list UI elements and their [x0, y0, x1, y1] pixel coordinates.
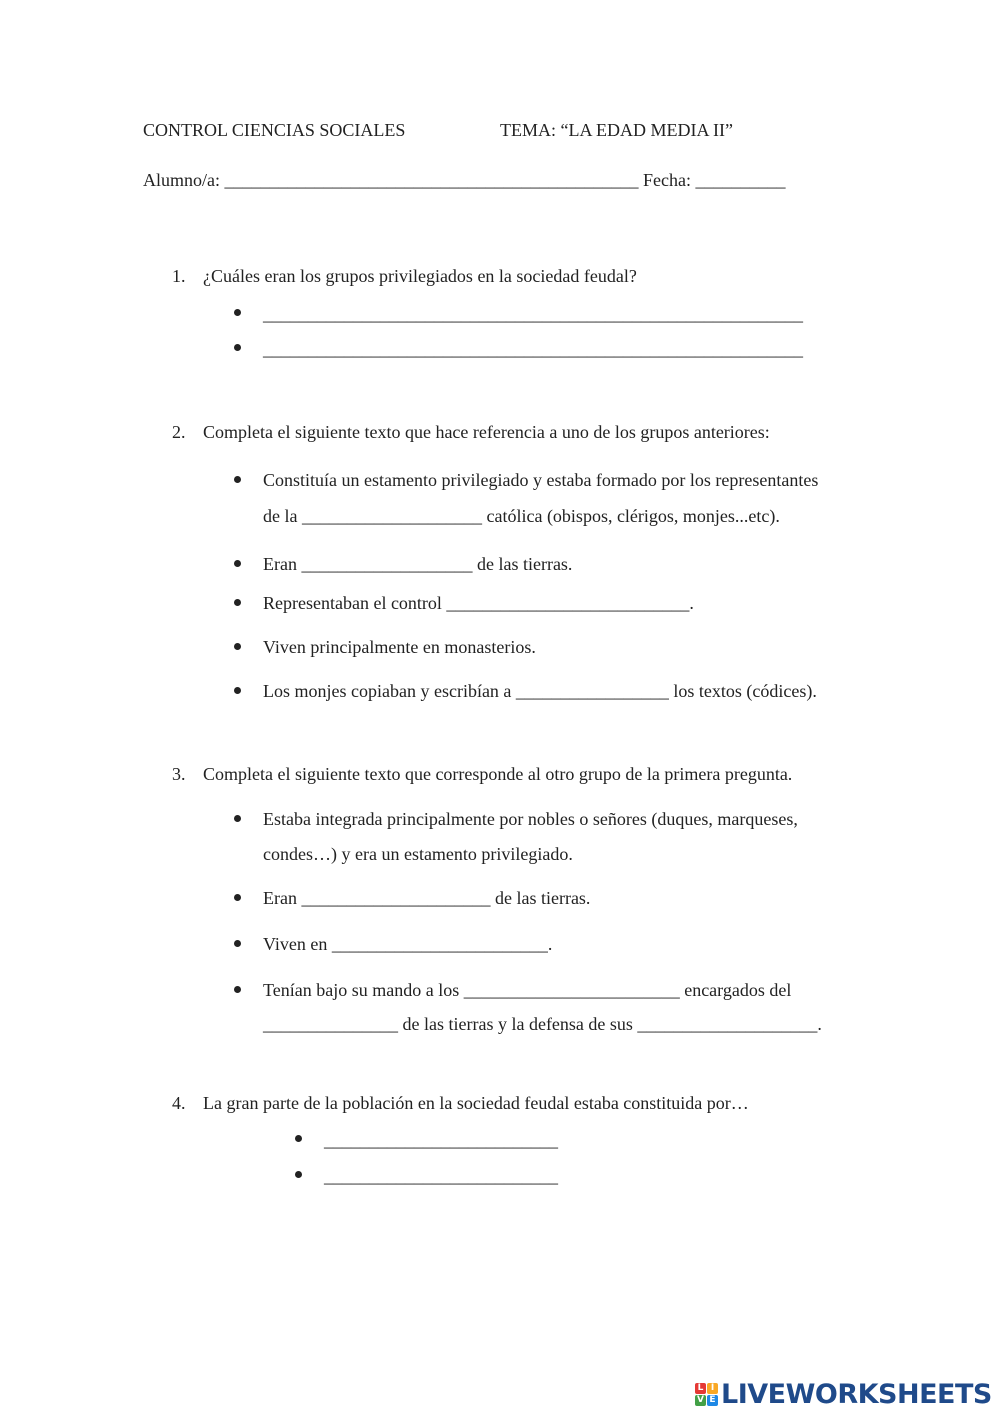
question-1-text: ¿Cuáles eran los grupos privilegiados en la sociedad feudal?: [203, 266, 637, 286]
logo-mark-letter: L: [695, 1383, 706, 1394]
bullet-dot: [234, 986, 241, 993]
question-1-number: 1.: [172, 266, 186, 286]
bullet-dot: [295, 1135, 302, 1142]
header-title-right: TEMA: “LA EDAD MEDIA II”: [500, 120, 733, 140]
bullet-dot: [234, 476, 241, 483]
question-3-text: Completa el siguiente texto que corresponde al otro grupo de la primera pregunta.: [203, 764, 793, 784]
q2-item-2[interactable]: Eran ___________________ de las tierras.: [263, 554, 573, 574]
bullet-dot: [234, 344, 241, 351]
bullet-dot: [234, 643, 241, 650]
q2-item-5[interactable]: Los monjes copiaban y escribían a _________________ los textos (códices).: [263, 681, 817, 701]
bullet-dot: [234, 560, 241, 567]
q2-item-1-line-1: Constituía un estamento privilegiado y estaba formado por los representantes: [263, 470, 819, 490]
liveworksheets-logo: [695, 1376, 992, 1412]
bullet-dot: [234, 894, 241, 901]
bullet-dot: [234, 815, 241, 822]
bullet-dot: [234, 599, 241, 606]
q2-item-1-line-2[interactable]: de la ____________________ católica (obispos, clérigos, monjes...etc).: [263, 506, 780, 526]
header-title-left: CONTROL CIENCIAS SOCIALES: [143, 120, 406, 140]
answer-blank[interactable]: __________________________: [324, 1130, 558, 1150]
bullet-dot: [295, 1171, 302, 1178]
question-2-number: 2.: [172, 422, 186, 442]
logo-mark-letter: I: [707, 1383, 718, 1394]
answer-blank[interactable]: ____________________________________________________________: [263, 304, 803, 324]
bullet-dot: [234, 309, 241, 316]
student-name-date-line: Alumno/a: ______________________________________________ Fecha: __________: [143, 170, 786, 190]
bullet-dot: [234, 940, 241, 947]
question-4-number: 4.: [172, 1093, 186, 1113]
q2-item-4: Viven principalmente en monasterios.: [263, 637, 536, 657]
q3-item-4-line-2[interactable]: _______________ de las tierras y la defensa de sus ____________________.: [263, 1014, 822, 1034]
liveworksheets-logo-icon: [695, 1383, 718, 1406]
q2-item-3[interactable]: Representaban el control ___________________________.: [263, 593, 694, 613]
q3-item-1-line-2: condes…) y era un estamento privilegiado.: [263, 844, 573, 864]
logo-mark-letter: V: [695, 1395, 706, 1406]
logo-mark-letter: E: [707, 1395, 718, 1406]
q3-item-2[interactable]: Eran _____________________ de las tierras.: [263, 888, 591, 908]
question-4-text: La gran parte de la población en la sociedad feudal estaba constituida por…: [203, 1093, 749, 1113]
answer-blank[interactable]: __________________________: [324, 1166, 558, 1186]
q3-item-3[interactable]: Viven en ________________________.: [263, 934, 553, 954]
question-2-text: Completa el siguiente texto que hace referencia a uno de los grupos anteriores:: [203, 422, 770, 442]
answer-blank[interactable]: ____________________________________________________________: [263, 339, 803, 359]
liveworksheets-logo-text: LIVEWORKSHEETS: [721, 1378, 992, 1410]
q3-item-4-line-1[interactable]: Tenían bajo su mando a los ________________________ encargados del: [263, 980, 792, 1000]
bullet-dot: [234, 687, 241, 694]
question-3-number: 3.: [172, 764, 186, 784]
q3-item-1-line-1: Estaba integrada principalmente por nobles o señores (duques, marqueses,: [263, 809, 798, 829]
